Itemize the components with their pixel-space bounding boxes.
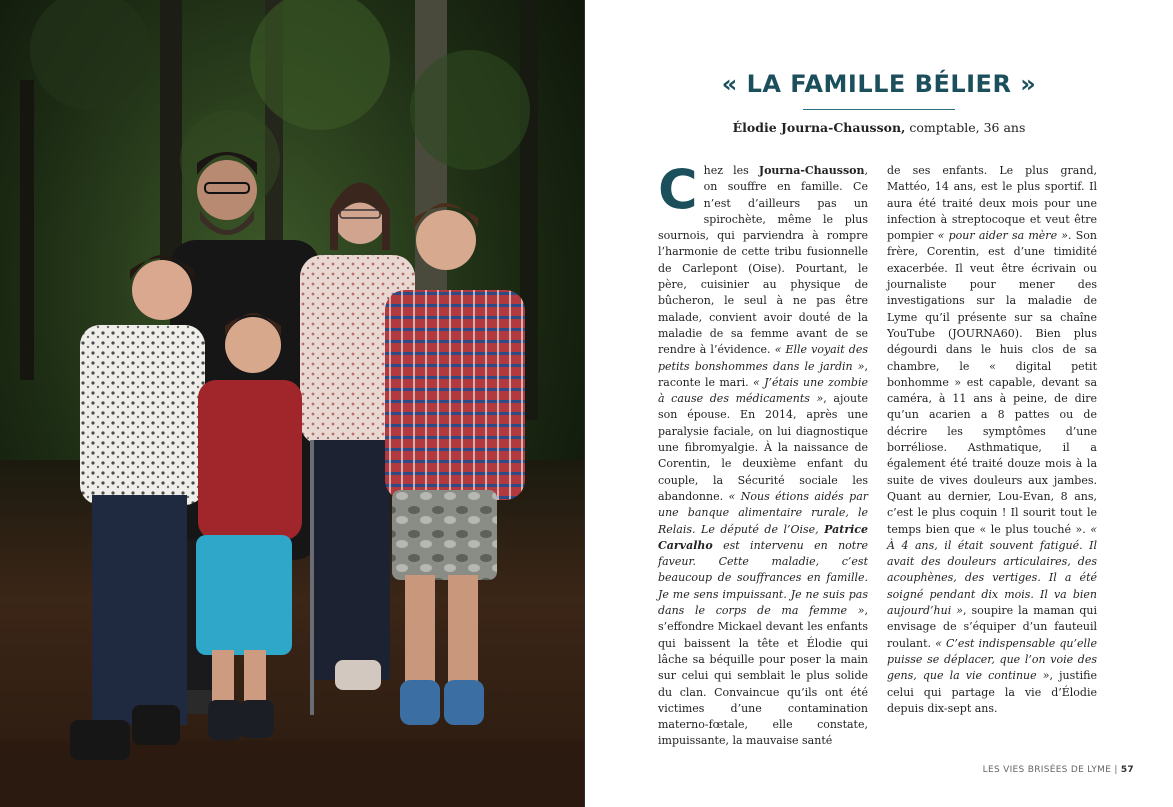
col1-run: Journa-Chausson (758, 164, 865, 177)
body-column-2 (887, 163, 1097, 717)
byline-description: comptable, 36 ans (905, 120, 1026, 135)
body-column-1 (658, 158, 869, 750)
col1-run: « Elle voyait des petits bonshommes dans le jardin » (658, 343, 868, 373)
byline (585, 120, 1173, 135)
col1-run: Patrice Carvalho (658, 522, 868, 552)
col1-run: , ajoute son épouse. En 2014, après une paralysie faciale, on lui diagnostique une fibromyalgie. À la naissance de Corentin, le deuxième enfant du couple, la Sécurité sociale les abandonne. (658, 392, 868, 503)
col1-run: « J’étais une zombie à cause des médicaments » (658, 375, 868, 406)
col2-run: « C’est indispensable qu’elle puisse se déplacer, que l’on voie des gens, que la vie continue » (887, 636, 1097, 683)
col1-run: , on souffre en famille. Ce n’est d’ailleurs pas un spirochète, même le plus sournois, qui parviendra à rompre l’harmonie de cette tribu fusionnelle de Carlepont (Oise). Pourtant, le père, cuisinier au physique de bûcheron, le seul à ne pas être malade, convient avoir douté de la maladie de sa femme avant de se rendre à l’évidence. (658, 164, 868, 357)
running-title: LES VIES BRISÉES DE LYME (982, 765, 1112, 775)
footer-separator: | (1111, 765, 1121, 775)
family-portrait-photo (0, 0, 585, 807)
col2-run: « À 4 ans, il était souvent fatigué. Il avait des douleurs articulaires, des acouphènes, des vertiges. Il a été soigné pendant dix mois. Il va bien aujourd’hui » (887, 522, 1097, 618)
col1-run: , raconte le mari. (658, 359, 868, 389)
col1-run: hez les (703, 164, 759, 177)
title-rule (803, 109, 955, 110)
col2-run: , soupire la maman qui envisage de s’équiper d’un fauteuil roulant. (887, 604, 1097, 650)
col2-run: « pour aider sa mère » (937, 229, 1069, 243)
col2-run: . Son frère, Corentin, est d’une timidité exacerbée. Il veut être écrivain ou journaliste pour mener des investigations sur la maladie de Lyme qu’il présente sur sa chaîne YouTube (JOURNA60). Bien plus dégourdi dans le huis clos de sa chambre, le « digital petit bonhomme » est capable, devant sa caméra, à 11 ans à peine, de dire qu’un acarien a 8 pattes ou de décrire les symptômes d’une borréliose. Asthmatique, il a également été traité douze mois à la suite de vives douleurs aux jambes. Quant au dernier, Lou-Evan, 8 ans, c’est le plus coquin ! Il sourit tout le temps bien que « le plus touché ». (887, 229, 1097, 536)
body-paragraph-2 (887, 163, 1097, 717)
col1-run: , s’effondre Mickael devant les enfants qui baissent la tête et Élodie qui lâche sa béquille pour poser la main sur celui qui semblait le plus solide du clan. Convaincue qu’ils ont été victimes d’une contamination materno-fœtale, elle constate, impuissante, la mauvaise santé (658, 604, 868, 748)
col1-run: est intervenu en notre faveur. Cette maladie, c’est beaucoup de souffrances en famille. Je me sens impuissant. Je ne suis pas dans le corps de ma femme » (658, 538, 868, 618)
body-paragraph-1 (658, 158, 869, 750)
page-number: 57 (1120, 765, 1134, 775)
page-footer (983, 765, 1134, 775)
col2-run: de ses enfants. Le plus grand, Mattéo, 14 ans, est le plus sportif. Il aura été traité deux mois pour une infection à streptocoque et veut être pompier (887, 164, 1097, 243)
byline-name: Élodie Journa-Chausson, (732, 120, 906, 135)
col1-run: « Nous étions aidés par une banque alimentaire rurale, le Relais. Le député de l’Oise, (658, 489, 869, 536)
col2-run: , justifie celui qui partage la vie d’Élodie depuis dix-sept ans. (887, 669, 1097, 715)
article-title: « LA FAMILLE BÉLIER » (721, 70, 1037, 98)
drop-cap: C (658, 158, 698, 221)
text-page (585, 0, 1173, 807)
